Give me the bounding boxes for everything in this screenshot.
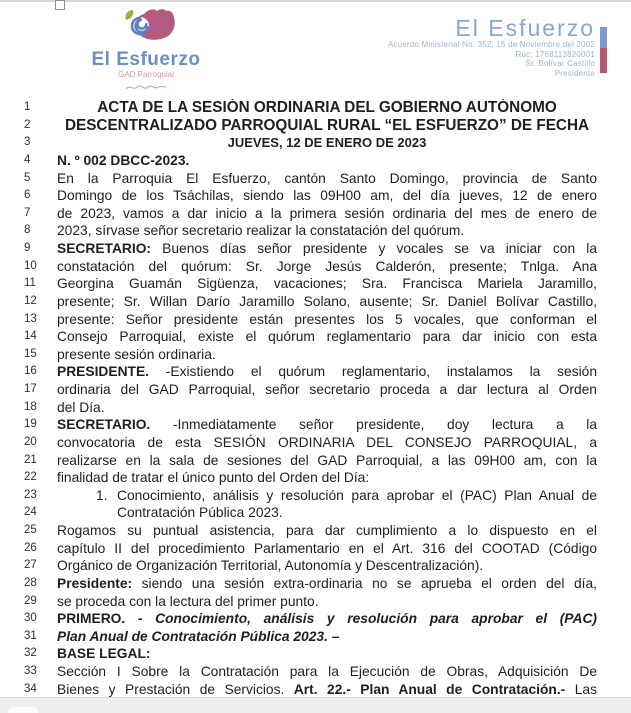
line-text: presente sesión ordinaria.	[57, 346, 216, 362]
line-number: 15	[24, 347, 37, 360]
line-text: Contratación Pública 2023.	[117, 505, 283, 521]
doc-line	[0, 416, 631, 434]
gutter-pill	[8, 707, 38, 713]
doc-line	[0, 99, 631, 117]
line-number: 5	[24, 171, 31, 184]
rooster-logo-icon	[114, 8, 178, 44]
line-text: JUEVES, 12 DE ENERO DE 2023	[227, 135, 427, 151]
list-marker: 1.	[96, 487, 108, 503]
doc-line	[0, 222, 631, 240]
line-number: 3	[24, 136, 31, 149]
doc-line	[0, 452, 631, 470]
line-text: Orgánico de Organización Territorial, Autonomía y Descentralización).	[57, 558, 484, 574]
header-right-block	[275, 16, 595, 78]
line-number: 16	[24, 365, 37, 378]
line-text: SECRETARIO: Buenos días señor presidente y vocales se va iniciar con la	[57, 241, 597, 256]
doc-line	[0, 504, 631, 522]
line-text: SECRETARIO. -Inmediatamente señor presidente, doy lectura a la	[57, 417, 597, 433]
doc-line	[0, 381, 631, 399]
doc-line	[0, 610, 631, 628]
doc-line	[0, 152, 631, 170]
doc-line	[0, 399, 631, 417]
line-number: 17	[24, 383, 37, 395]
line-text: de 2023, vamos a dar inicio a la primera sesión ordinaria del mes de enero de	[57, 205, 597, 221]
header-right-info-line-4: Presidente	[554, 68, 595, 78]
line-text: Sección I Sobre la Contratación para la Ejecución de Obras, Adquisición De	[57, 664, 597, 679]
doc-line	[0, 363, 631, 381]
line-text: convocatoria de esta SESIÓN ORDINARIA DEL CONSEJO PARROQUIAL, a	[57, 434, 597, 450]
page-gutter	[0, 697, 631, 713]
doc-line	[0, 346, 631, 364]
line-text: Presidente: siendo una sesión extra-ordinaria no se aprueba el orden del día,	[57, 575, 597, 591]
doc-line	[0, 258, 631, 276]
header-right-info-line-1: Acuerdo Ministerial No. 352, 15 de Noviembre del 2002	[387, 40, 595, 49]
doc-line	[0, 311, 631, 329]
line-number: 11	[24, 277, 36, 290]
line-text: realizarse en la sala de sesiones del GAD Parroquial, a las 09H00 am, con la	[57, 452, 597, 468]
line-number: 31	[24, 629, 37, 642]
line-text: ACTA DE LA SESIÓN ORDINARIA DEL GOBIERNO AUTÓNOMO	[97, 99, 557, 116]
header-left-logo	[62, 8, 230, 97]
line-number: 7	[24, 206, 31, 219]
line-number: 24	[24, 506, 37, 519]
line-text: presente: Señor presidente están presentes los 5 vocales, que conforman el	[57, 311, 597, 327]
line-number: 6	[24, 189, 31, 202]
line-number: 10	[24, 259, 37, 272]
header-left-brand-subtitle: GAD Parroquial	[117, 70, 175, 79]
line-number: 34	[24, 682, 37, 695]
line-text: 1. Conocimiento, análisis y resolución para aprobar el (PAC) Plan Anual de	[96, 487, 597, 503]
line-text: PRIMERO. - Conocimiento, análisis y resolución para aprobar el (PAC)	[57, 611, 598, 627]
line-number: 18	[24, 400, 37, 413]
line-number: 27	[24, 559, 37, 572]
line-number: 19	[24, 418, 37, 431]
doc-line	[0, 469, 631, 487]
doc-line	[0, 117, 631, 135]
doc-line	[0, 434, 631, 452]
line-number: 13	[24, 312, 37, 325]
line-text: PRESIDENTE. -Existiendo el quórum reglamentario, instalamos la sesión	[57, 364, 597, 380]
doc-line	[0, 522, 631, 540]
line-text: presente; Sr. Willan Darío Jaramillo Solano, ausente; Sr. Daniel Bolívar Castillo,	[57, 293, 597, 309]
doc-line	[0, 575, 631, 593]
doc-line	[0, 628, 631, 646]
doc-line	[0, 134, 631, 152]
doc-line	[0, 557, 631, 575]
line-number: 8	[24, 224, 31, 237]
line-text: finalidad de tratar el único punto del Orden del Día:	[57, 470, 370, 486]
line-text: En la Parroquia El Esfuerzo, cantón Santo Domingo, provincia de Santo	[57, 170, 597, 186]
doc-line	[0, 328, 631, 346]
page-top-edge	[0, 0, 631, 2]
line-number: 26	[24, 541, 37, 554]
line-number: 33	[24, 665, 37, 677]
header-right-info-line-3: Sr. Bolívar Castillo	[525, 59, 595, 68]
line-text: Consejo Parroquial, existe el quórum reglamentario para dar inicio con esta	[57, 329, 597, 345]
line-text: constatación del quórum: Sr. Jorge Jesús Calderón, presente; Tnlga. Ana	[57, 258, 597, 274]
line-text: del Día.	[57, 399, 105, 415]
line-text: Georgina Guamán Sigüenza, vacaciones; Sra. Francisca Mariela Jaramillo,	[57, 276, 597, 292]
header-right-title: El Esfuerzo	[455, 15, 595, 41]
line-number: 2	[24, 118, 31, 131]
line-text: Plan Anual de Contratación Pública 2023. –	[57, 628, 340, 644]
doc-line	[0, 187, 631, 205]
doc-line	[0, 681, 631, 699]
header-right-info-line-2: Ruc: 1768113820001	[515, 49, 595, 59]
header-left-brand-name: El Esfuerzo	[91, 49, 201, 70]
line-number: 1	[24, 101, 31, 113]
doc-line	[0, 645, 631, 663]
line-number: 12	[24, 294, 37, 307]
line-text: BASE LEGAL:	[57, 646, 151, 662]
line-text: DESCENTRALIZADO PARROQUIAL RURAL “EL ESFUERZO” DE FECHA	[64, 116, 590, 134]
doc-line	[0, 240, 631, 258]
line-text: N. º 002 DBCC-2023.	[57, 152, 190, 168]
doc-line	[0, 593, 631, 611]
line-number: 30	[24, 612, 37, 625]
line-text: 2023, sírvase señor secretario realizar la constatación del quórum.	[57, 223, 465, 239]
doc-line	[0, 170, 631, 188]
line-number: 29	[24, 594, 37, 607]
line-number: 21	[24, 453, 37, 466]
line-number: 4	[24, 153, 31, 166]
line-number: 22	[24, 471, 37, 484]
line-number: 28	[24, 576, 37, 589]
signature-flourish-icon	[124, 83, 168, 92]
line-number: 14	[24, 330, 37, 343]
accent-bar-blue-segment	[600, 27, 607, 48]
line-number: 23	[24, 488, 37, 501]
line-text: ordinaria del GAD Parroquial, señor secretario proceda a dar lectura al Orden	[57, 382, 597, 397]
doc-line	[0, 663, 631, 681]
line-text: Bienes y Prestación de Servicios. Art. 22.- Plan Anual de Contratación.- Las	[57, 681, 597, 697]
doc-line	[0, 205, 631, 223]
line-number: 20	[24, 435, 37, 448]
line-text: capítulo II del procedimiento Parlamentario en el Art. 316 del COOTAD (Código	[57, 540, 597, 556]
line-number: 25	[24, 524, 37, 536]
line-number: 9	[24, 242, 31, 254]
line-text: Rogamos su puntual asistencia, para dar cumplimiento a lo dispuesto en el	[57, 523, 597, 538]
header-accent-bar	[600, 27, 607, 73]
doc-line	[0, 540, 631, 558]
document-lines	[0, 99, 631, 698]
accent-bar-red-segment	[600, 48, 607, 73]
doc-line	[0, 293, 631, 311]
line-text: se proceda con la lectura del primer punto.	[57, 593, 319, 609]
line-text: Domingo de los Tsáchilas, siendo las 09H00 am, del día jueves, 12 de enero	[57, 188, 597, 204]
doc-line	[0, 275, 631, 293]
doc-line	[0, 487, 631, 505]
line-number: 32	[24, 647, 37, 660]
